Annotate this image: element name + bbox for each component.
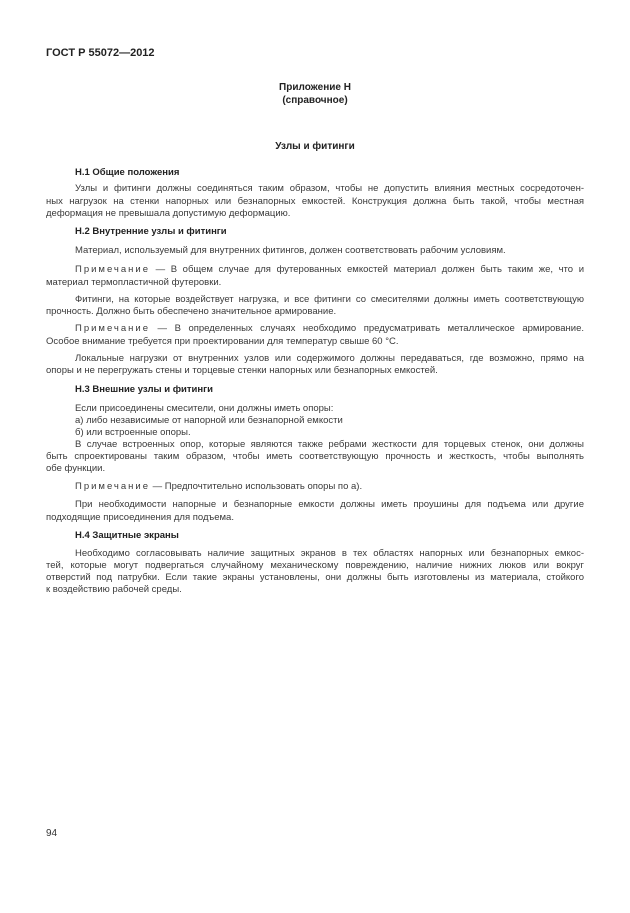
list-item: а) либо независимые от напорной или безнапорной емкости <box>75 415 343 426</box>
paragraph-line: отверстий под патрубки. Если такие экраны установлены, они должны быть изготовлены из материала, стойкого <box>46 572 584 583</box>
note-line <box>75 264 584 276</box>
paragraph-line: В случае встроенных опор, которые являются также ребрами жесткости для торцевых стенок, они должны <box>75 439 584 450</box>
paragraph-line: опоры и не перегружать стены и торцевые стенки напорных или безнапорных емкостей. <box>46 365 438 376</box>
note-label: Примечание <box>75 481 150 492</box>
note-line: Особое внимание требуется при проектировании для температур свыше 60 °С. <box>46 336 399 347</box>
note-label: Примечание <box>75 323 150 334</box>
heading-h2: Н.2 Внутренние узлы и фитинги <box>75 226 227 237</box>
paragraph-line: При необходимости напорные и безнапорные емкости должны иметь проушины для подъема или другие <box>75 499 584 510</box>
list-item: б) или встроенные опоры. <box>75 427 191 438</box>
note-text: — В определенных случаях необходимо предусматривать металлическое армирование. <box>157 323 584 334</box>
note-label: Примечание <box>75 264 150 275</box>
paragraph-line: быть спроектированы таким образом, чтобы иметь соответствующую прочность и жесткость, чтобы выполнять <box>46 451 584 462</box>
section-title: Узлы и фитинги <box>275 141 355 152</box>
paragraph-line: Необходимо согласовывать наличие защитных экранов в тех областях напорных или безнапорных емкос- <box>75 548 584 559</box>
paragraph-line: деформация не превышала допустимую деформацию. <box>46 208 291 219</box>
paragraph-line: к воздействию рабочей среды. <box>46 584 182 595</box>
paragraph-line: тей, которые могут подвергаться случайному механическому повреждению, наличие нижних люков или вокруг <box>46 560 584 571</box>
paragraph-line: Если присоединены смесители, они должны иметь опоры: <box>75 403 334 414</box>
paragraph-line: прочность. Должно быть обеспечено значительное армирование. <box>46 306 337 317</box>
paragraph-line: Материал, используемый для внутренних фитингов, должен соответствовать рабочим условиям. <box>75 245 506 256</box>
annex-heading <box>0 82 630 107</box>
note-text: — Предпочтительно использовать опоры по а). <box>152 481 363 492</box>
heading-h3: Н.3 Внешние узлы и фитинги <box>75 384 213 395</box>
paragraph-line: ных нагрузок на стенки напорных или безнапорных емкостей. Конструкция должна быть такой, чтобы местная <box>46 196 584 207</box>
heading-h1: Н.1 Общие положения <box>75 167 180 178</box>
paragraph-line: обе функции. <box>46 463 106 474</box>
annex-subtitle: (справочное) <box>282 94 348 106</box>
paragraph-line: Узлы и фитинги должны соединяться таким образом, чтобы не допустить влияния местных сосредоточен- <box>75 183 584 194</box>
note-line <box>75 323 584 335</box>
paragraph-line: Локальные нагрузки от внутренних узлов или содержимого должны передаваться, где возможно, прямо на <box>75 353 584 364</box>
note-line <box>75 481 362 493</box>
document-id: ГОСТ Р 55072—2012 <box>46 47 155 59</box>
annex-title: Приложение Н <box>279 82 351 93</box>
heading-h4: Н.4 Защитные экраны <box>75 530 179 541</box>
paragraph-line: Фитинги, на которые воздействует нагрузка, и все фитинги со смесителями должны иметь соответствующую <box>75 294 584 305</box>
note-line: материал термопластичной футеровки. <box>46 277 222 288</box>
paragraph-line: подходящие присоединения для подъема. <box>46 512 234 523</box>
note-text: — В общем случае для футерованных емкостей материал должен быть таким же, что и <box>155 264 585 275</box>
page-number: 94 <box>46 828 58 839</box>
